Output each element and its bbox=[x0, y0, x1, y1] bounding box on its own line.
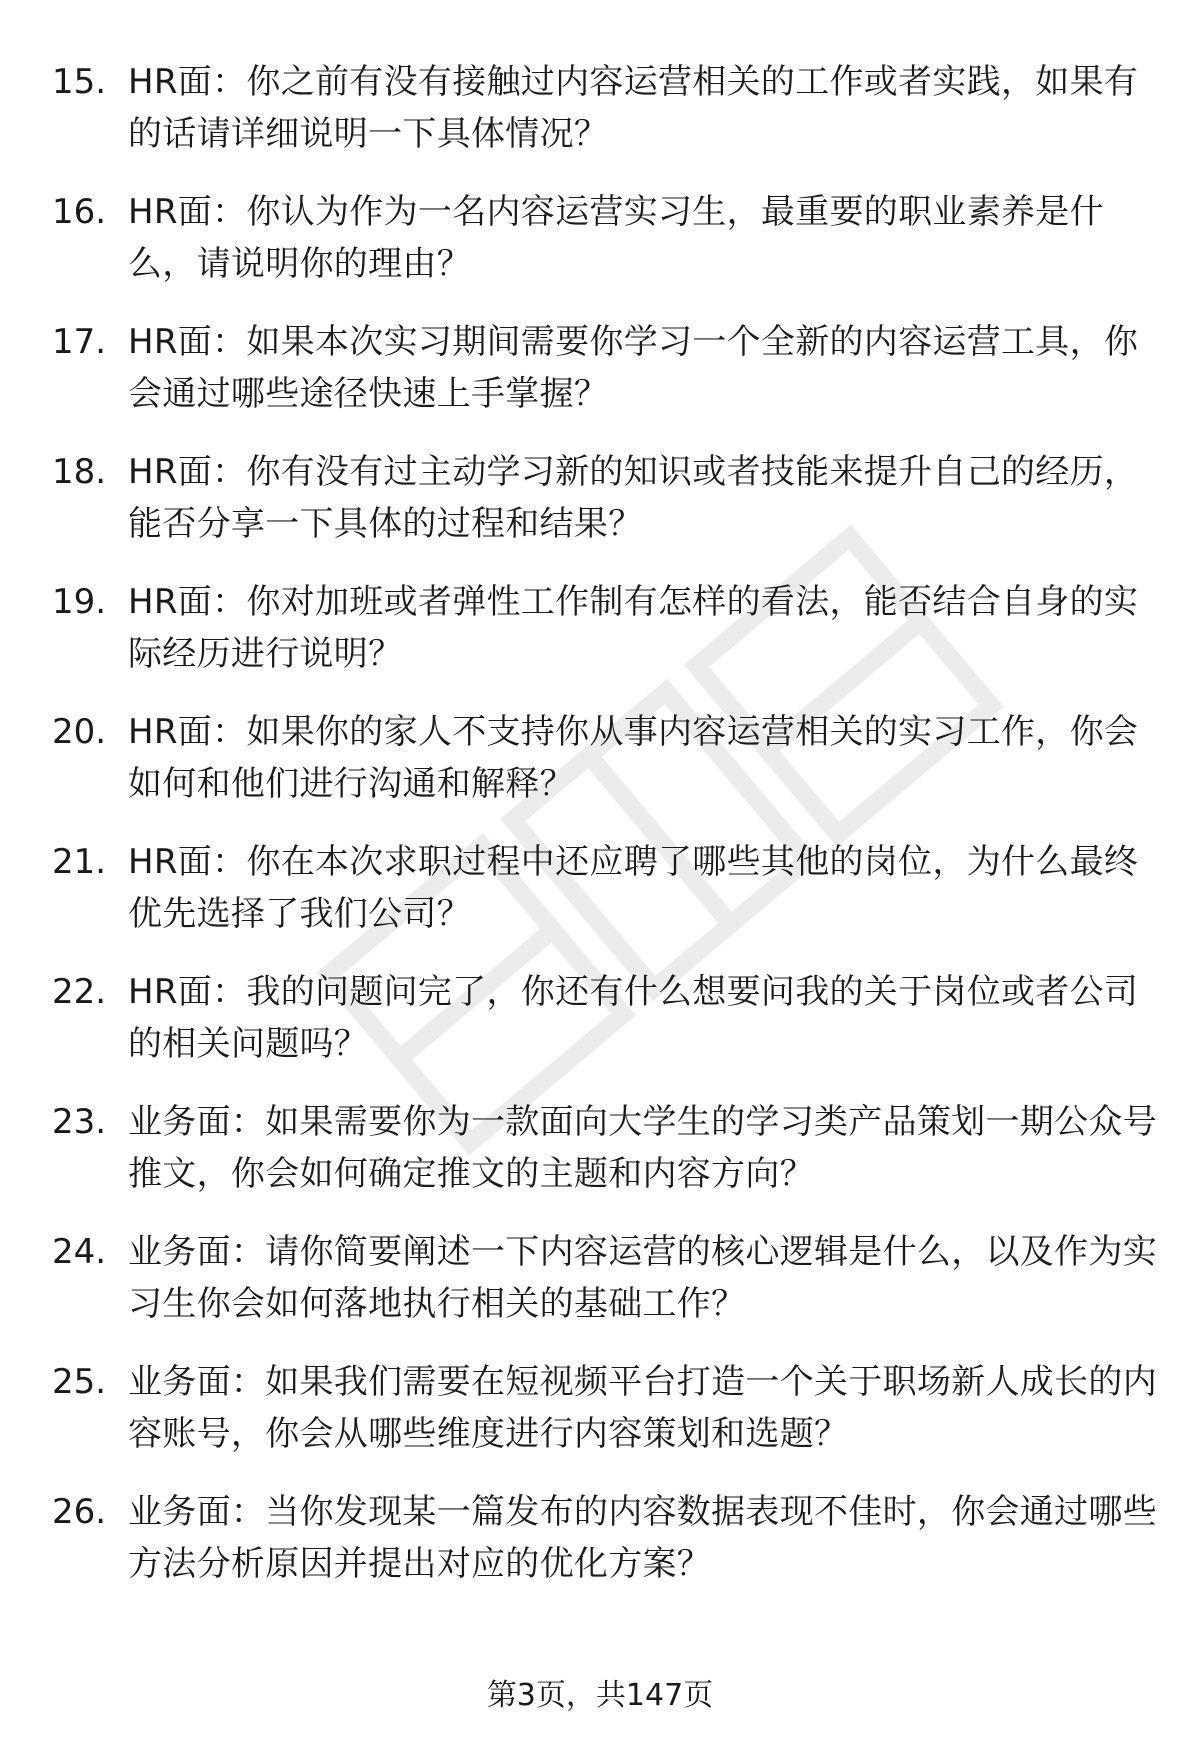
question-text: HR面：你认为作为一名内容运营实习生，最重要的职业素养是什么，请说明你的理由？ bbox=[128, 192, 1104, 284]
question-text: HR面：我的问题问完了，你还有什么想要问我的关于岗位或者公司的相关问题吗？ bbox=[128, 972, 1139, 1064]
question-number: 17. bbox=[52, 322, 107, 362]
question-text: 业务面：如果我们需要在短视频平台打造一个关于职场新人成长的内容账号，你会从哪些维度进行内容策划和选题？ bbox=[128, 1362, 1157, 1454]
page-footer: 第3页，共147页 bbox=[486, 1678, 714, 1713]
question-number: 26. bbox=[52, 1492, 107, 1532]
question-number: 25. bbox=[52, 1362, 107, 1402]
question-text: HR面：你有没有过主动学习新的知识或者技能来提升自己的经历，能否分享一下具体的过程和结果？ bbox=[128, 452, 1139, 544]
question-text: 业务面：当你发现某一篇发布的内容数据表现不佳时，你会通过哪些方法分析原因并提出对应的优化方案？ bbox=[128, 1492, 1157, 1584]
list-item bbox=[0, 1486, 1200, 1594]
list-item bbox=[0, 576, 1200, 684]
question-text: HR面：如果你的家人不支持你从事内容运营相关的实习工作，你会如何和他们进行沟通和解释？ bbox=[128, 712, 1139, 804]
question-number: 19. bbox=[52, 582, 107, 622]
list-item bbox=[0, 446, 1200, 554]
list-item bbox=[0, 56, 1200, 164]
question-number: 16. bbox=[52, 192, 107, 232]
list-item bbox=[0, 836, 1200, 944]
question-text: HR面：你在本次求职过程中还应聘了哪些其他的岗位，为什么最终优先选择了我们公司？ bbox=[128, 842, 1139, 934]
list-item bbox=[0, 1226, 1200, 1334]
question-list bbox=[0, 56, 1200, 1616]
question-number: 18. bbox=[52, 452, 107, 492]
list-item bbox=[0, 316, 1200, 424]
list-item bbox=[0, 706, 1200, 814]
list-item bbox=[0, 1096, 1200, 1204]
list-item bbox=[0, 1356, 1200, 1464]
question-number: 20. bbox=[52, 712, 107, 752]
list-item bbox=[0, 186, 1200, 294]
question-text: 业务面：如果需要你为一款面向大学生的学习类产品策划一期公众号推文，你会如何确定推文的主题和内容方向？ bbox=[128, 1102, 1157, 1194]
question-number: 24. bbox=[52, 1232, 107, 1272]
question-text: 业务面：请你简要阐述一下内容运营的核心逻辑是什么，以及作为实习生你会如何落地执行相关的基础工作？ bbox=[128, 1232, 1157, 1324]
question-number: 15. bbox=[52, 62, 107, 102]
question-number: 21. bbox=[52, 842, 107, 882]
question-number: 23. bbox=[52, 1102, 107, 1142]
question-text: HR面：你之前有没有接触过内容运营相关的工作或者实践，如果有的话请详细说明一下具体情况？ bbox=[128, 62, 1139, 154]
question-text: HR面：如果本次实习期间需要你学习一个全新的内容运营工具，你会通过哪些途径快速上手掌握？ bbox=[128, 322, 1139, 414]
question-text: HR面：你对加班或者弹性工作制有怎样的看法，能否结合自身的实际经历进行说明？ bbox=[128, 582, 1139, 674]
question-number: 22. bbox=[52, 972, 107, 1012]
list-item bbox=[0, 966, 1200, 1074]
